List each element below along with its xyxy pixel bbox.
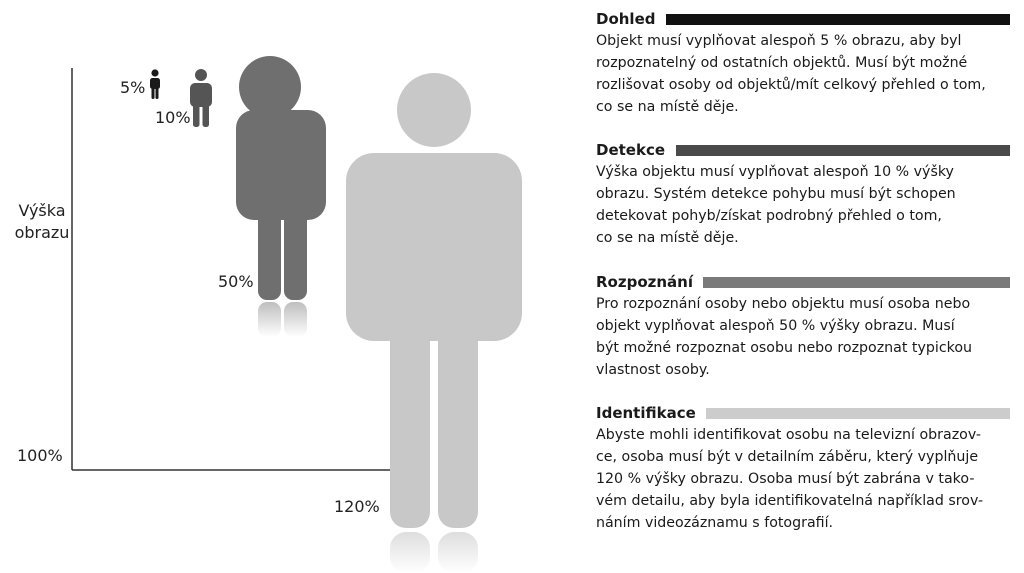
person-icon-50pct [236, 56, 326, 300]
section-bar [676, 145, 1010, 156]
section-header [596, 403, 1016, 423]
section-text: Abyste mohli identifikovat osobu na televizní obrazov- ce, osoba musí být v detailním záběru, který vyplňuje 120 % výšky obrazu. Osoba musí být zabrána v tako- vém detailu, aby byla identifikovatelná například srov- náním videozáznamu s fotografií. [596, 427, 984, 531]
section-text: Výška objektu musí vyplňovat alespoň 10 % výšky obrazu. Systém detekce pohybu musí být schopen detekovat pohyb/získat podrobný přehled o tom, co se na místě děje. [596, 164, 956, 246]
section-text: Pro rozpoznání osoby nebo objektu musí osoba nebo objekt vyplňovat alespoň 50 % výšky obrazu. Musí být možné rozpoznat osobu nebo rozpoznat typickou vlastnost osoby. [596, 296, 972, 378]
label-5pct: 5% [120, 78, 146, 97]
section-dohled [596, 9, 1016, 118]
section-title: Identifikace [596, 403, 704, 423]
label-50pct: 50% [218, 272, 254, 291]
section-header [596, 9, 1016, 29]
label-120pct: 120% [334, 497, 380, 516]
y-axis-label-line2: obrazu [14, 223, 70, 242]
y-axis-value-label: 100% [17, 446, 63, 465]
section-bar [706, 408, 1010, 419]
section-bar [703, 277, 1010, 288]
section-bar [666, 14, 1010, 25]
y-axis-label-line1: Výška [18, 201, 66, 220]
person-icon-120pct [346, 73, 522, 528]
section-title: Detekce [596, 140, 673, 160]
section-text: Objekt musí vyplňovat alespoň 5 % obrazu, aby byl rozpoznatelný od ostatních objektů. Musí být možné rozlišovat osoby od objektů/mít celkový přehled o tom, co se na místě děje. [596, 33, 986, 115]
person-icon-5pct [150, 69, 160, 99]
person-reflection-50pct [258, 302, 307, 337]
person-icon-10pct [190, 69, 212, 127]
section-title: Rozpoznání [596, 272, 701, 292]
section-detekce [596, 140, 1016, 249]
y-axis-label [12, 200, 72, 244]
person-reflection-120pct [390, 532, 478, 573]
section-identifikace [596, 403, 1016, 534]
description-panel [596, 0, 1016, 573]
label-10pct: 10% [155, 108, 191, 127]
section-header [596, 272, 1016, 292]
section-title: Dohled [596, 9, 664, 29]
section-rozpoznani [596, 272, 1016, 381]
section-header [596, 140, 1016, 160]
